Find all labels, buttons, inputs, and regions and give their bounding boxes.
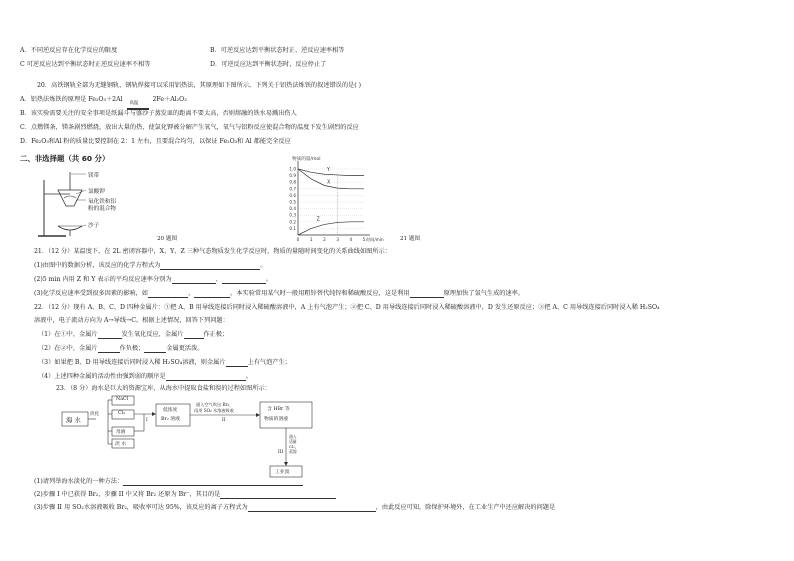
- section-heading: 二、非选择题（共 60 分）: [20, 154, 110, 163]
- answer-blank[interactable]: [410, 291, 444, 298]
- answer-blank[interactable]: [220, 492, 336, 499]
- q20-option-a: [20, 96, 187, 104]
- q19-option-b: B．可逆反应达到平衡状态时正、逆反应速率相等: [210, 47, 345, 54]
- x-tick-label: 3: [336, 237, 339, 242]
- answer-blank[interactable]: [148, 291, 188, 298]
- label-mixture-1: 氧化铁和铝: [88, 199, 116, 205]
- answer-blank[interactable]: [98, 346, 120, 353]
- y-tick-label: 0.9: [289, 173, 296, 179]
- label-step-1: I: [146, 418, 148, 423]
- series-label: Y: [327, 167, 330, 173]
- y-tick-label: 0.5: [289, 199, 296, 205]
- q22-part2: [38, 345, 204, 353]
- box-hbr-2: 物质的溶液: [264, 417, 288, 422]
- answer-blank[interactable]: [98, 332, 122, 339]
- answer-blank[interactable]: [144, 346, 166, 353]
- y-axis-label: 物质的量/mol: [292, 157, 321, 162]
- q23-stem: 23．（8 分）海水是巨大的资源宝库，从海水中提取食盐和溴的过程如图所示：: [56, 385, 271, 392]
- y-tick-label: 0.6: [289, 192, 296, 198]
- q22-stem: 22．（12 分）现有 A、B、C、D 四种金属片：①把 A、B 用导线连接后同时浸入稀硫酸溶液中，A 上有气泡产生；②把 C、D 用导线连接后同时浸入稀硫酸溶液中，D 发生还原反应；③把 A、C 用导线连接后同时浸入稀 H₂SO₄: [34, 304, 660, 311]
- x-tick-label: 2: [323, 237, 326, 242]
- x-tick-label: 1: [309, 237, 313, 242]
- label-cl2-distill: 通入适量Cl₂，蒸馏: [289, 434, 299, 454]
- answer-blank[interactable]: [184, 332, 204, 339]
- chart-svg: [276, 155, 396, 245]
- q22-part3-a: （3）如果把 B、D 用导线连接后同时浸入稀 H₂SO₄溶液，则金属片: [38, 359, 226, 366]
- seawater-flow-diagram: [60, 394, 320, 480]
- q19-option-a: A．不同逆反应存在化学反应的限度: [20, 47, 118, 54]
- q22-part1: [38, 331, 228, 339]
- q23-part1: [34, 478, 303, 486]
- q22-part1-b: 发生氧化反应，金属片: [121, 331, 184, 338]
- q21-part2: (2)5 min 内用 Z 和 Y 表示的平均反应速率分别为 、 。: [34, 276, 272, 283]
- q21-part3-text-a: (3)化学反应速率受到很多因素的影响，如: [34, 290, 148, 297]
- series-label: X: [327, 180, 331, 186]
- box-mother-liquor: 母液: [116, 430, 126, 435]
- q20-option-a-reactants: A．铝热法炼铁的原理是 Fe₂O₃＋2Al: [20, 96, 123, 103]
- q20-option-c: C．点燃镁条，镁条剧烈燃烧，放出大量的热，使氯化钾被分解产生氧气，氧气与铝粉反应使混合物的温度下发生剧烈的反应: [20, 124, 359, 131]
- q23-part3-text-b: ，由此反应可知，除保护环境外，在工业生产中还应解决的问题是: [375, 504, 556, 511]
- amount-vs-time-chart: [276, 155, 396, 245]
- label-desalination: 淡化: [90, 412, 100, 417]
- label-step-3: III: [278, 450, 284, 455]
- box-cl2: Cl₂: [118, 411, 126, 416]
- box-low-br2-1: 低浓度: [163, 408, 178, 413]
- x-tick-label: 5: [362, 237, 366, 242]
- label-kclo3: 氯酸钾: [88, 189, 105, 195]
- label-step2-bottom: 再用 SO₂ 水溶液吸收: [194, 408, 234, 413]
- box-industrial-bromine: 工业溴: [275, 470, 290, 475]
- label-step2-top: 通入空气吹出 Br₂，: [196, 402, 234, 407]
- q20-option-d: D．Fe₂O₃和Al 粉的质量比要控制在 2：1 左右，且要混合均匀，以保证 Fe₂O₃和 Al 都能完全反应: [20, 138, 291, 145]
- box-hbr-1: 含 HBr 等: [267, 407, 290, 412]
- q20-option-a-products: 2Fe＋Al₂O₃: [152, 96, 187, 103]
- answer-blank[interactable]: [172, 277, 216, 284]
- q21-part3-text-c: 原理加快了氢气生成的速率。: [443, 290, 525, 297]
- answer-blank[interactable]: [166, 374, 246, 381]
- y-tick-label: 0.3: [289, 212, 296, 218]
- q22-stem-2: 溶液中，电子流动方向为 A→导线→C。根据上述情况，回答下列问题：: [34, 317, 229, 324]
- answer-blank[interactable]: [123, 479, 303, 486]
- q22-part2-c: 金属更活泼。: [166, 345, 204, 352]
- q21-part2-text: (2)5 min 内用 Z 和 Y 表示的平均反应速率分别为: [34, 276, 172, 283]
- q22-part1-a: （1）在①中，金属片: [38, 331, 98, 338]
- q22-part2-a: （2）在②中，金属片: [38, 345, 98, 352]
- x-tick-label: 4: [349, 237, 353, 242]
- answer-blank[interactable]: [194, 291, 230, 298]
- answer-blank[interactable]: [226, 360, 248, 367]
- q21-part3: (3)化学反应速率受到很多因素的影响，如 、 。本实验常用某气时一般用粗锌替代纯锌和稀硫酸反应，这是利用 原理加快了氢气生成的速率。: [34, 290, 525, 297]
- figure-21-caption: 21 题图: [400, 236, 421, 242]
- q23-part2-text: (2)步骤 I 中已获得 Br₂，步骤 II 中又将 Br₂ 还原为 Br⁻，其目的是: [34, 491, 221, 498]
- q23-part1-text: (1)请列举海水淡化的一种方法：: [34, 478, 124, 485]
- q21-stem: 21．（12 分）某温度下，在 2L 密闭容器中，X、Y、Z 三种气态物质发生化学反应时，物质的量随时间变化的关系曲线如图所示：: [34, 248, 391, 255]
- y-tick-label: 0.7: [289, 186, 296, 192]
- box-seawater: 海 水: [66, 416, 81, 424]
- figure-20-caption: 20 题图: [157, 236, 178, 242]
- q22-part3: [38, 359, 291, 367]
- label-sand: 沙子: [88, 223, 100, 229]
- box-nacl: NaCl: [116, 397, 129, 402]
- q22-part2-b: 作负极；: [119, 345, 145, 352]
- q19-option-d: D．可逆反应达到平衡状态时，反应停止了: [210, 61, 327, 68]
- label-mixture-2: 粉的混合物: [88, 206, 116, 212]
- series-line-X: [298, 169, 364, 189]
- y-tick-label: 1.0: [289, 166, 296, 172]
- reaction-condition: 高温: [129, 101, 139, 106]
- q23-part2: [34, 491, 336, 499]
- thermite-apparatus-figure: [36, 168, 166, 246]
- y-tick-label: 0.8: [289, 179, 296, 185]
- answer-blank[interactable]: [222, 277, 266, 284]
- x-axis-label: 时间/min: [366, 237, 384, 242]
- x-tick-label: 0: [296, 237, 300, 242]
- q21-part3-text-b: 。本实验常用某气时一般用粗锌替代纯锌和稀硫酸反应，这是利用: [230, 290, 410, 297]
- q22-part4-text: （4）上述四种金属的活动性由强到弱的顺序是: [38, 373, 166, 380]
- y-tick-label: 0.1: [289, 225, 296, 231]
- y-tick-label: 0.4: [289, 206, 296, 212]
- q22-part3-b: 上有气泡产生；: [247, 359, 291, 366]
- box-low-br2-2: Br₂ 溶液: [161, 417, 180, 422]
- q19-option-c: C 可逆反应达到平衡状态时正逆反应速率不相等: [20, 61, 151, 68]
- answer-blank[interactable]: [160, 263, 260, 270]
- label-mg-ribbon: 镁带: [88, 173, 100, 179]
- y-tick-label: 0.2: [289, 219, 296, 225]
- q20-stem: 20．高铁钢轨全部为无缝钢轨，钢轨焊接可以采用铝热法，其原理如下图所示。下列关于铝热法炼铁的叙述错误的是( ): [37, 82, 362, 89]
- series-label: Z: [316, 217, 320, 223]
- q21-part1: (1)由图中的数据分析，该反应的化学方程式为 。: [34, 262, 267, 269]
- q22-part4: （4）上述四种金属的活动性由强到弱的顺序是 。: [38, 373, 252, 380]
- box-fresh-water: 淡 水: [115, 442, 127, 447]
- label-step-2: II: [222, 418, 226, 423]
- q23-part3: [34, 504, 555, 512]
- q20-option-b: B．该实验需要关注的安全事项是纸漏斗与盛沙子蒸发皿的距离不要太高，否则熔融的铁水易溅出伤人: [20, 110, 297, 117]
- q22-part1-c: 作正极；: [203, 331, 229, 338]
- answer-blank[interactable]: [248, 505, 376, 512]
- series-line-Y: [298, 169, 364, 176]
- q21-part1-text: (1)由图中的数据分析，该反应的化学方程式为: [34, 262, 161, 269]
- q23-part3-text-a: (3)步骤 II 用 SO₂水溶液吸收 Br₂，吸收率可达 95%，该反应的离子方程式为: [34, 504, 248, 511]
